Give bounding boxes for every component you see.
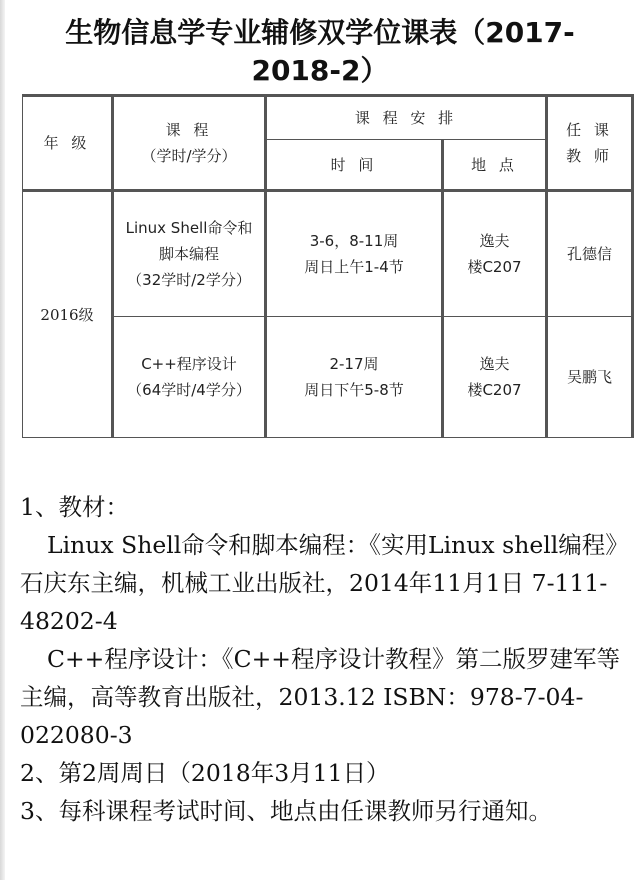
header-course bbox=[113, 96, 266, 191]
time-cell bbox=[266, 317, 443, 438]
time-cell bbox=[266, 191, 443, 317]
place-building: 逸夫 bbox=[479, 355, 510, 373]
schedule-table bbox=[22, 94, 634, 438]
course-session: 周日下午5-8节 bbox=[304, 381, 404, 399]
place-room: 楼C207 bbox=[467, 258, 522, 276]
header-arrangement-label: 课 程 安 排 bbox=[354, 109, 458, 128]
page-title: 生物信息学专业辅修双学位课表（2017-2018-2） bbox=[65, 16, 575, 87]
header-place bbox=[443, 140, 547, 191]
place-room: 楼C207 bbox=[467, 381, 522, 399]
table-row bbox=[23, 191, 633, 317]
header-teacher-line2: 教 师 bbox=[566, 147, 613, 165]
header-teacher-line1: 任 课 bbox=[566, 121, 613, 139]
course-name: C++程序设计 bbox=[141, 355, 237, 373]
notes-section bbox=[20, 488, 625, 830]
course-weeks: 2-17周 bbox=[329, 355, 379, 373]
page-edge-shadow bbox=[0, 0, 5, 880]
grade-cell: 2016级 bbox=[23, 191, 113, 438]
header-time bbox=[266, 140, 443, 191]
course-name: Linux Shell命令和脚本编程 bbox=[125, 219, 253, 263]
header-teacher bbox=[547, 96, 633, 191]
header-arrangement bbox=[266, 96, 547, 140]
course-cell bbox=[113, 317, 266, 438]
note-textbook-cpp: C++程序设计：《C++程序设计教程》第二版罗建军等主编，高等教育出版社，2013.12 ISBN：978-7-04-022080-3 bbox=[20, 645, 620, 749]
header-grade-label: 年 级 bbox=[43, 134, 91, 152]
teacher-cell: 吴鹏飞 bbox=[547, 317, 633, 438]
table-header-row bbox=[23, 96, 633, 140]
course-hours: （64学时/4学分） bbox=[127, 381, 251, 399]
place-building: 逸夫 bbox=[479, 232, 510, 250]
course-session: 周日上午1-4节 bbox=[304, 258, 404, 276]
course-weeks: 3-6，8-11周 bbox=[309, 232, 399, 250]
teacher-cell: 孔德信 bbox=[547, 191, 633, 317]
place-cell bbox=[443, 191, 547, 317]
note-exam-info: 3、每科课程考试时间、地点由任课教师另行通知。 bbox=[20, 797, 552, 825]
note-textbook-heading: 1、教材： bbox=[20, 493, 129, 521]
note-start-date: 2、第2周周日（2018年3月11日） bbox=[20, 759, 390, 787]
header-course-label: 课 程 bbox=[165, 121, 213, 139]
note-textbook-linux: Linux Shell命令和脚本编程：《实用Linux shell编程》石庆东主编，机械工业出版社，2014年11月1日 7-111-48202-4 bbox=[20, 531, 618, 635]
header-course-sub: （学时/学分） bbox=[141, 147, 237, 165]
course-cell bbox=[113, 191, 266, 317]
header-grade bbox=[23, 96, 113, 191]
course-hours: （32学时/2学分） bbox=[127, 271, 251, 289]
header-place-label: 地 点 bbox=[471, 155, 518, 174]
header-time-label: 时 间 bbox=[330, 155, 378, 174]
place-cell bbox=[443, 317, 547, 438]
table-row bbox=[23, 317, 633, 438]
